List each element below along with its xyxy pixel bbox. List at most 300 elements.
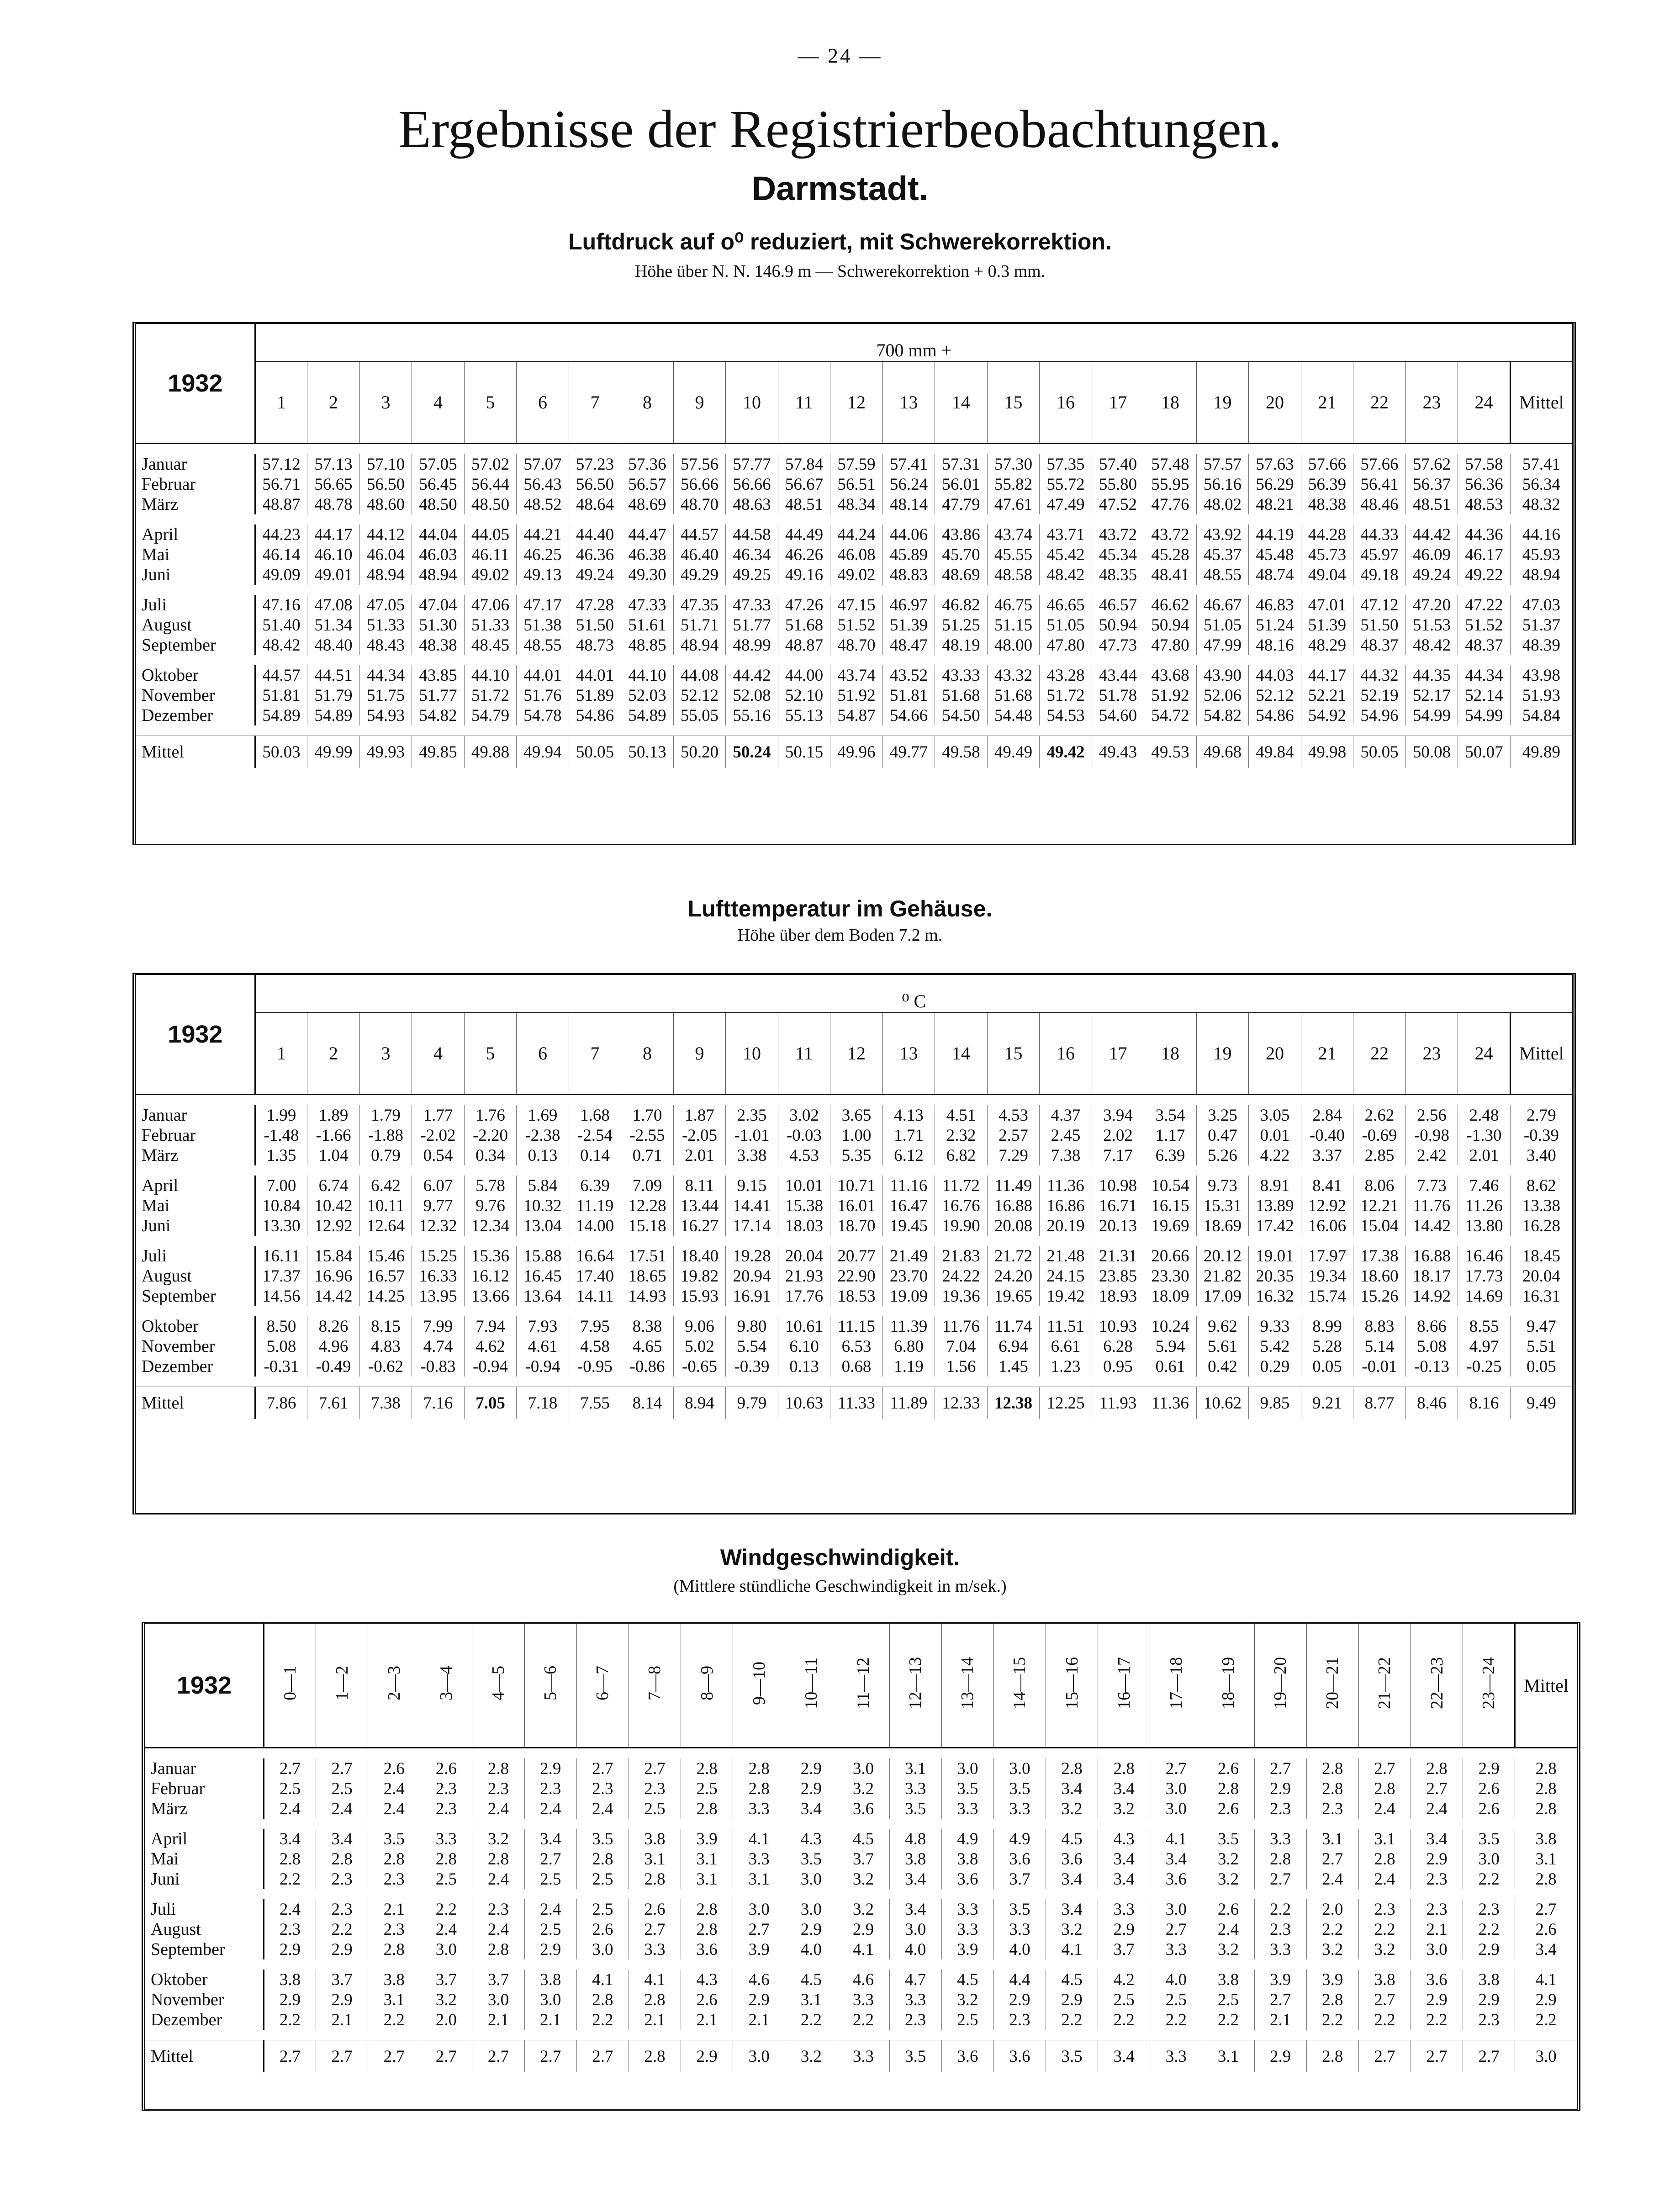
- mean-cell: 49.84: [1249, 736, 1301, 768]
- column-header-label: 15—16: [1062, 1657, 1082, 1709]
- table-cell: 2.6: [1463, 1779, 1515, 1799]
- table-cell: 1.68: [569, 1105, 621, 1125]
- table-cell: 16.71: [1092, 1196, 1144, 1216]
- table-cell: 2.7: [1358, 1758, 1411, 1779]
- table-cell: 2.2: [1463, 1919, 1515, 1939]
- column-header: 24: [1458, 361, 1511, 444]
- table-cell: 4.0: [889, 1939, 941, 1959]
- table-cell: 2.3: [1463, 2010, 1515, 2030]
- mean-cell: 3.3: [837, 2040, 889, 2073]
- mean-cell: 2.7: [1411, 2040, 1463, 2073]
- table-cell: 51.34: [307, 615, 360, 635]
- table-cell: 48.50: [464, 494, 517, 514]
- table-cell: 3.0: [1150, 1899, 1202, 1919]
- table-cell: 2.8: [420, 1849, 472, 1869]
- table-cell: 2.2: [1202, 2010, 1254, 2030]
- column-header: [1306, 1624, 1358, 1748]
- table-cell: 4.1: [1515, 1970, 1577, 1990]
- table-cell: 3.3: [889, 1990, 941, 2010]
- table-cell: 3.5: [941, 1779, 993, 1799]
- table-cell: 43.92: [1196, 524, 1249, 545]
- table-cell: 2.6: [1202, 1899, 1254, 1919]
- table-cell: 3.3: [941, 1799, 993, 1819]
- table-cell: 16.76: [935, 1196, 988, 1216]
- table-cell: 17.73: [1458, 1266, 1511, 1286]
- table-cell: 19.90: [935, 1216, 988, 1236]
- table-cell: 3.6: [1046, 1849, 1098, 1869]
- table-cell: 2.5: [1202, 1990, 1254, 2010]
- table-cell: 43.44: [1092, 665, 1144, 685]
- station-name: Darmstadt.: [751, 169, 929, 207]
- table-cell: 4.3: [785, 1829, 837, 1849]
- month-label: März: [145, 1799, 264, 1819]
- row-spacer: [145, 1748, 1577, 1759]
- table-cell: 10.54: [1144, 1175, 1197, 1196]
- table-cell: 55.72: [1040, 474, 1092, 494]
- table-cell: -1.01: [726, 1125, 778, 1145]
- table-cell: 0.42: [1196, 1356, 1249, 1377]
- month-label: Mai: [145, 1849, 264, 1869]
- column-header: 13: [882, 361, 935, 444]
- table-cell: 8.38: [621, 1316, 674, 1336]
- table-cell: 2.1: [681, 2010, 733, 2030]
- mean-cell: 49.93: [359, 736, 412, 768]
- table-cell: 14.92: [1405, 1286, 1458, 1306]
- table-cell: 3.6: [681, 1939, 733, 1959]
- mean-cell: 2.9: [681, 2040, 733, 2073]
- table-cell: 44.36: [1458, 524, 1511, 545]
- column-header: 19: [1196, 361, 1249, 444]
- table-cell: 2.3: [420, 1799, 472, 1819]
- table-cell: -0.40: [1301, 1125, 1353, 1145]
- table-cell: 3.5: [1202, 1829, 1254, 1849]
- table-cell: 2.2: [264, 2010, 316, 2030]
- column-header: 15: [987, 361, 1040, 444]
- table-cell: 48.14: [882, 494, 935, 514]
- table-cell: 57.02: [464, 454, 517, 474]
- table-cell: 16.27: [673, 1216, 726, 1236]
- table-cell: 3.4: [889, 1899, 941, 1919]
- table-cell: 54.66: [882, 705, 935, 725]
- table-cell: 48.94: [1510, 565, 1572, 585]
- table-cell: 2.5: [1098, 1990, 1150, 2010]
- table-cell: 57.57: [1196, 454, 1249, 474]
- table-cell: 2.1: [1411, 1919, 1463, 1939]
- table-cell: 44.06: [882, 524, 935, 545]
- column-header-label: 2—3: [384, 1666, 404, 1700]
- table-cell: 49.02: [830, 565, 883, 585]
- table-cell: 3.4: [1098, 1869, 1150, 1889]
- table-cell: 14.42: [307, 1286, 360, 1306]
- column-header: 23: [1405, 1012, 1458, 1095]
- table-cell: 55.16: [726, 705, 778, 725]
- table-cell: -0.13: [1405, 1356, 1458, 1377]
- table-cell: 15.84: [307, 1246, 360, 1266]
- row-spacer: [145, 1959, 1577, 1970]
- table-cell: 7.94: [464, 1316, 517, 1336]
- table-cell: 2.5: [420, 1869, 472, 1889]
- table-cell: 3.4: [316, 1829, 368, 1849]
- mean-cell: 9.85: [1249, 1387, 1301, 1419]
- table-cell: 1.35: [255, 1145, 307, 1165]
- column-header: 12: [830, 361, 883, 444]
- table-cell: 1.56: [935, 1356, 988, 1377]
- table-cell: 2.7: [1254, 1869, 1306, 1889]
- table-cell: 2.1: [472, 2010, 524, 2030]
- table-cell: 4.1: [629, 1970, 681, 1990]
- table-cell: 48.53: [1458, 494, 1511, 514]
- table-cell: 51.76: [517, 685, 569, 705]
- row-spacer: [136, 655, 1572, 665]
- table-cell: 0.79: [359, 1145, 412, 1165]
- table-cell: 16.91: [726, 1286, 778, 1306]
- table-cell: 56.37: [1405, 474, 1458, 494]
- table-cell: 16.86: [1040, 1196, 1092, 1216]
- table-cell: 5.54: [726, 1336, 778, 1356]
- table-cell: 12.21: [1353, 1196, 1406, 1216]
- table-cell: 44.58: [726, 524, 778, 545]
- table-cell: 15.74: [1301, 1286, 1353, 1306]
- row-spacer: [136, 444, 1572, 455]
- table-cell: 16.06: [1301, 1216, 1353, 1236]
- table-cell: 2.84: [1301, 1105, 1353, 1125]
- table-cell: 3.1: [733, 1869, 785, 1889]
- column-header: 6: [517, 1012, 569, 1095]
- year-label: 1932: [136, 324, 255, 444]
- table-cell: 2.1: [316, 2010, 368, 2030]
- month-label: Januar: [145, 1758, 264, 1779]
- table-cell: 3.2: [1358, 1939, 1411, 1959]
- table-cell: 15.04: [1353, 1216, 1406, 1236]
- table-cell: 24.15: [1040, 1266, 1092, 1286]
- table-cell: 48.58: [987, 565, 1040, 585]
- table-cell: 48.51: [1405, 494, 1458, 514]
- table-cell: 51.75: [359, 685, 412, 705]
- spacer-cell: [145, 1959, 1577, 1970]
- row-spacer: [136, 1236, 1572, 1246]
- table-cell: 47.28: [569, 595, 621, 615]
- table-cell: 2.1: [629, 2010, 681, 2030]
- table-cell: 17.38: [1353, 1246, 1406, 1266]
- month-label: Juni: [136, 565, 255, 585]
- table-cell: 48.37: [1458, 635, 1511, 655]
- table-cell: 2.9: [524, 1758, 576, 1779]
- table-cell: 2.8: [1515, 1758, 1577, 1779]
- table-cell: 2.8: [1358, 1849, 1411, 1869]
- table-cell: 2.7: [1515, 1899, 1577, 1919]
- column-header-label: 12—13: [906, 1657, 925, 1709]
- table-cell: 3.2: [420, 1990, 472, 2010]
- column-header: 22: [1353, 1012, 1406, 1095]
- table-cell: 13.44: [673, 1196, 726, 1216]
- table-row: [136, 494, 1572, 514]
- table-cell: 12.92: [1301, 1196, 1353, 1216]
- table-cell: 16.28: [1510, 1216, 1572, 1236]
- table-cell: 47.80: [1040, 635, 1092, 655]
- table-cell: 52.06: [1196, 685, 1249, 705]
- mean-cell: 2.7: [576, 2040, 629, 2073]
- table-cell: 0.05: [1301, 1356, 1353, 1377]
- wind-subtitle: (Mittlere stündliche Geschwindigkeit in m/sek.): [673, 1577, 1007, 1596]
- table-cell: 2.8: [472, 1849, 524, 1869]
- column-header: 20: [1249, 1012, 1301, 1095]
- table-cell: 14.11: [569, 1286, 621, 1306]
- table-cell: 3.4: [1046, 1869, 1098, 1889]
- table-row: [136, 565, 1572, 585]
- mean-cell: 2.7: [368, 2040, 420, 2073]
- table-cell: 3.65: [830, 1105, 883, 1125]
- table-cell: 0.05: [1510, 1356, 1572, 1377]
- table-cell: 54.82: [1196, 705, 1249, 725]
- column-header: 1: [255, 1012, 307, 1095]
- table-cell: 56.51: [830, 474, 883, 494]
- table-cell: 46.38: [621, 545, 674, 565]
- table-cell: 10.11: [359, 1196, 412, 1216]
- table-cell: 49.02: [464, 565, 517, 585]
- table-cell: 57.23: [569, 454, 621, 474]
- month-label: Oktober: [136, 665, 255, 685]
- table-cell: 20.04: [778, 1246, 830, 1266]
- table-row: [145, 1939, 1577, 1959]
- unit-label: 700 mm +: [255, 324, 1572, 361]
- table-cell: 57.12: [255, 454, 307, 474]
- table-cell: 55.80: [1092, 474, 1144, 494]
- table-cell: 4.74: [412, 1336, 465, 1356]
- table-cell: 44.34: [359, 665, 412, 685]
- column-header-label: 0—1: [280, 1666, 300, 1700]
- table-cell: 3.0: [993, 1758, 1046, 1779]
- table-cell: 10.42: [307, 1196, 360, 1216]
- table-cell: 7.29: [987, 1145, 1040, 1165]
- table-cell: 2.9: [733, 1990, 785, 2010]
- column-header: 13: [882, 1012, 935, 1095]
- table-cell: 43.72: [1144, 524, 1197, 545]
- column-header-label: 14—15: [1010, 1657, 1030, 1709]
- column-header: [524, 1624, 576, 1748]
- table-cell: 46.08: [830, 545, 883, 565]
- table-cell: 54.48: [987, 705, 1040, 725]
- table-cell: 11.15: [830, 1316, 883, 1336]
- table-cell: 11.76: [935, 1316, 988, 1336]
- table-cell: 51.77: [726, 615, 778, 635]
- wind-title: Windgeschwindigkeit.: [720, 1545, 960, 1570]
- table-cell: 11.26: [1458, 1196, 1511, 1216]
- table-cell: 3.8: [368, 1970, 420, 1990]
- column-header: 22: [1353, 361, 1406, 444]
- table-cell: 51.81: [882, 685, 935, 705]
- column-header: Mittel: [1510, 1012, 1572, 1095]
- table-cell: 51.05: [1196, 615, 1249, 635]
- column-header: 3: [359, 361, 412, 444]
- table-cell: 2.2: [264, 1869, 316, 1889]
- table-cell: 44.10: [464, 665, 517, 685]
- month-label: Februar: [145, 1779, 264, 1799]
- table-cell: 2.5: [941, 2010, 993, 2030]
- table-cell: 12.28: [621, 1196, 674, 1216]
- table-cell: 2.56: [1405, 1105, 1458, 1125]
- table-cell: 0.13: [517, 1145, 569, 1165]
- table-cell: 2.02: [1092, 1125, 1144, 1145]
- month-label: April: [136, 524, 255, 545]
- table-cell: 21.31: [1092, 1246, 1144, 1266]
- column-header: 5: [464, 1012, 517, 1095]
- table-cell: 9.73: [1196, 1175, 1249, 1196]
- mean-cell: 3.5: [889, 2040, 941, 2073]
- table-cell: 49.18: [1353, 565, 1406, 585]
- table-cell: 1.69: [517, 1105, 569, 1125]
- mean-cell: 8.46: [1405, 1387, 1458, 1419]
- table-cell: 44.24: [830, 524, 883, 545]
- table-cell: 57.56: [673, 454, 726, 474]
- table-cell: 19.65: [987, 1286, 1040, 1306]
- table-cell: 3.7: [1098, 1939, 1150, 1959]
- table-cell: 54.86: [569, 705, 621, 725]
- table-cell: 2.6: [1463, 1799, 1515, 1819]
- column-header-label: 3—4: [436, 1666, 456, 1700]
- month-label: November: [136, 1336, 255, 1356]
- table-cell: 3.8: [889, 1849, 941, 1869]
- month-label: November: [145, 1990, 264, 2010]
- column-header: 14: [935, 1012, 988, 1095]
- table-cell: 46.10: [307, 545, 360, 565]
- month-label: Juni: [136, 1216, 255, 1236]
- table-row: [136, 635, 1572, 655]
- table-cell: 11.51: [1040, 1316, 1092, 1336]
- table-cell: 9.33: [1249, 1316, 1301, 1336]
- table-cell: 2.9: [837, 1919, 889, 1939]
- table-cell: -2.54: [569, 1125, 621, 1145]
- table-cell: 1.23: [1040, 1356, 1092, 1377]
- table-cell: 47.33: [726, 595, 778, 615]
- table-cell: 8.50: [255, 1316, 307, 1336]
- pressure-title: Luftdruck auf o⁰ reduziert, mit Schwerekorrektion.: [568, 229, 1112, 254]
- table-cell: 46.03: [412, 545, 465, 565]
- table-cell: 3.4: [1098, 1849, 1150, 1869]
- table-cell: 48.50: [412, 494, 465, 514]
- table-cell: 2.4: [1202, 1919, 1254, 1939]
- table-cell: 4.62: [464, 1336, 517, 1356]
- table-cell: 2.5: [316, 1779, 368, 1799]
- table-cell: 1.17: [1144, 1125, 1197, 1145]
- table-cell: 2.4: [524, 1899, 576, 1919]
- table-cell: 48.55: [1196, 565, 1249, 585]
- column-header-label: 1—2: [332, 1666, 352, 1700]
- table-cell: 10.98: [1092, 1175, 1144, 1196]
- column-header-label: 22—23: [1427, 1657, 1447, 1709]
- table-cell: 2.6: [420, 1758, 472, 1779]
- column-header: 16: [1040, 361, 1092, 444]
- table-row: [136, 1356, 1572, 1377]
- column-header: 9: [673, 1012, 726, 1095]
- table-cell: 47.76: [1144, 494, 1197, 514]
- table-cell: 3.2: [1098, 1799, 1150, 1819]
- table-row: [136, 1125, 1572, 1145]
- table-cell: 3.2: [1046, 1799, 1098, 1819]
- spacer-cell: [136, 725, 1572, 736]
- table-cell: 44.00: [778, 665, 830, 685]
- table-cell: 43.85: [412, 665, 465, 685]
- table-cell: 2.7: [629, 1919, 681, 1939]
- table-cell: 8.55: [1458, 1316, 1511, 1336]
- spacer-cell: [136, 655, 1572, 665]
- table-cell: 15.46: [359, 1246, 412, 1266]
- table-cell: 4.5: [941, 1970, 993, 1990]
- table-cell: 0.54: [412, 1145, 465, 1165]
- table-cell: 18.60: [1353, 1266, 1406, 1286]
- table-cell: 2.3: [1254, 1799, 1306, 1819]
- table-cell: 56.44: [464, 474, 517, 494]
- table-cell: 2.3: [1411, 1899, 1463, 1919]
- temperature-table: [136, 975, 1572, 1419]
- table-cell: 54.99: [1405, 705, 1458, 725]
- table-cell: 3.2: [837, 1869, 889, 1889]
- table-cell: 3.0: [1150, 1799, 1202, 1819]
- mean-cell: 3.3: [1150, 2040, 1202, 2073]
- mean-cell: 49.53: [1144, 736, 1197, 768]
- table-cell: 21.82: [1196, 1266, 1249, 1286]
- table-cell: 3.7: [420, 1970, 472, 1990]
- table-cell: 44.01: [517, 665, 569, 685]
- unit-label: ⁰ C: [255, 975, 1572, 1012]
- table-cell: 57.48: [1144, 454, 1197, 474]
- column-header: 17: [1092, 1012, 1144, 1095]
- table-cell: 0.61: [1144, 1356, 1197, 1377]
- table-cell: 2.4: [264, 1799, 316, 1819]
- table-cell: 6.39: [1144, 1145, 1197, 1165]
- table-cell: 2.8: [1515, 1799, 1577, 1819]
- mean-row: [136, 736, 1572, 768]
- table-cell: 2.2: [1254, 1899, 1306, 1919]
- column-header: 2: [307, 1012, 360, 1095]
- column-header-label: 8—9: [697, 1666, 717, 1700]
- month-label: Oktober: [145, 1970, 264, 1990]
- mean-cell: 7.38: [359, 1387, 412, 1419]
- column-header: 8: [621, 1012, 674, 1095]
- table-cell: 48.40: [307, 635, 360, 655]
- column-header-label: 18—19: [1219, 1657, 1238, 1709]
- table-cell: 49.30: [621, 565, 674, 585]
- month-label: Juni: [145, 1869, 264, 1889]
- table-cell: 3.02: [778, 1105, 830, 1125]
- table-cell: 3.6: [993, 1849, 1046, 1869]
- month-label: Mai: [136, 545, 255, 565]
- mean-cell: 50.03: [255, 736, 307, 768]
- column-header: 8: [621, 361, 674, 444]
- table-cell: 3.2: [1046, 1919, 1098, 1939]
- table-cell: 47.61: [987, 494, 1040, 514]
- column-header: 11: [778, 361, 830, 444]
- table-cell: 43.71: [1040, 524, 1092, 545]
- month-label: September: [136, 635, 255, 655]
- table-cell: 2.5: [576, 1869, 629, 1889]
- table-cell: 9.77: [412, 1196, 465, 1216]
- table-cell: 7.00: [255, 1175, 307, 1196]
- table-cell: 3.6: [1411, 1970, 1463, 1990]
- table-cell: 52.12: [673, 685, 726, 705]
- table-cell: 44.35: [1405, 665, 1458, 685]
- table-cell: 1.00: [830, 1125, 883, 1145]
- table-cell: -0.94: [464, 1356, 517, 1377]
- table-cell: 14.41: [726, 1196, 778, 1216]
- table-cell: 14.93: [621, 1286, 674, 1306]
- table-cell: 45.73: [1301, 545, 1353, 565]
- table-cell: 3.8: [1515, 1829, 1577, 1849]
- table-cell: 46.04: [359, 545, 412, 565]
- table-cell: 44.12: [359, 524, 412, 545]
- table-cell: 1.89: [307, 1105, 360, 1125]
- table-cell: 2.6: [629, 1899, 681, 1919]
- table-cell: 11.74: [987, 1316, 1040, 1336]
